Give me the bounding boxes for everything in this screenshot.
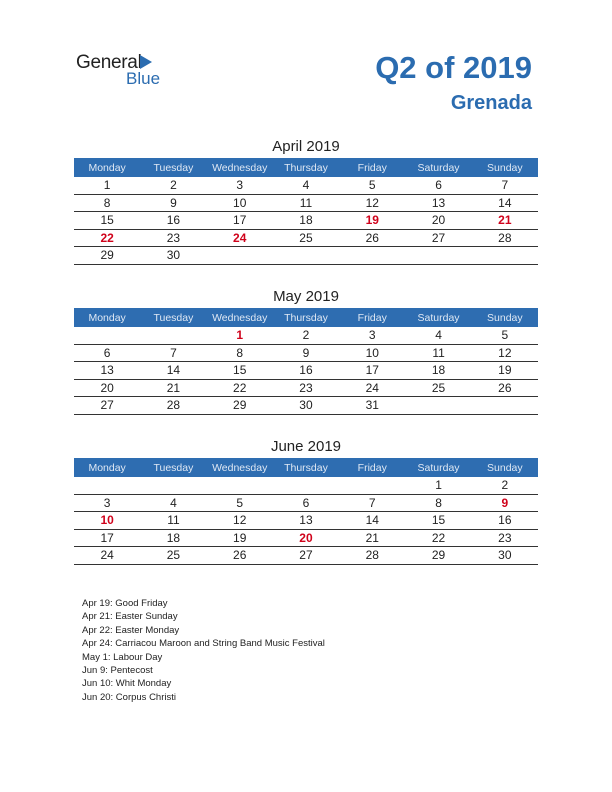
day-cell: 1 (74, 177, 140, 194)
weekday-header-row (74, 458, 538, 477)
day-cell: 19 (207, 529, 273, 547)
day-cell: 16 (472, 512, 538, 530)
month-calendar (74, 136, 538, 265)
day-cell: 5 (472, 327, 538, 344)
weekday-header: Wednesday (207, 308, 273, 327)
day-cell (207, 247, 273, 265)
day-cell (472, 397, 538, 415)
day-cell: 21 (140, 379, 206, 397)
holiday-note: Apr 24: Carriacou Maroon and String Band Music Festival (82, 638, 325, 650)
day-cell (74, 327, 140, 344)
logo-blue-text: Blue (126, 69, 161, 88)
day-cell: 10 (339, 344, 405, 362)
weekday-header: Monday (74, 458, 140, 477)
day-cell: 4 (405, 327, 471, 344)
week-row (74, 477, 538, 494)
weekday-header: Saturday (405, 308, 471, 327)
weekday-header: Tuesday (140, 458, 206, 477)
day-cell: 13 (74, 362, 140, 380)
weekday-header: Thursday (273, 308, 339, 327)
day-cell (74, 477, 140, 494)
week-row (74, 512, 538, 530)
day-cell: 7 (472, 177, 538, 194)
day-cell: 12 (207, 512, 273, 530)
day-cell: 24 (339, 379, 405, 397)
day-cell: 26 (472, 379, 538, 397)
day-cell: 14 (472, 194, 538, 212)
holiday-note: Apr 21: Easter Sunday (82, 611, 178, 623)
day-cell: 3 (74, 494, 140, 512)
day-cell: 16 (273, 362, 339, 380)
day-cell: 23 (273, 379, 339, 397)
day-cell: 22 (74, 229, 140, 247)
week-row (74, 212, 538, 230)
day-cell: 29 (74, 247, 140, 265)
day-cell: 28 (140, 397, 206, 415)
week-row (74, 247, 538, 265)
holiday-note: Apr 19: Good Friday (82, 598, 168, 609)
week-row (74, 494, 538, 512)
month-grid (74, 458, 538, 565)
weekday-header: Wednesday (207, 158, 273, 177)
day-cell: 25 (405, 379, 471, 397)
month-calendar (74, 286, 538, 415)
day-cell: 19 (339, 212, 405, 230)
weekday-header: Saturday (405, 158, 471, 177)
weekday-header: Sunday (472, 158, 538, 177)
month-title: June 2019 (270, 438, 342, 455)
day-cell: 10 (207, 194, 273, 212)
weekday-header: Sunday (472, 458, 538, 477)
day-cell: 2 (140, 177, 206, 194)
day-cell: 9 (140, 194, 206, 212)
week-row (74, 547, 538, 565)
day-cell: 2 (273, 327, 339, 344)
weekday-header: Wednesday (207, 458, 273, 477)
day-cell: 13 (273, 512, 339, 530)
weekday-header: Monday (74, 158, 140, 177)
day-cell: 21 (472, 212, 538, 230)
day-cell: 27 (405, 229, 471, 247)
day-cell: 29 (207, 397, 273, 415)
weekday-header-row (74, 308, 538, 327)
day-cell: 9 (273, 344, 339, 362)
country-name: Grenada (450, 92, 532, 114)
day-cell: 14 (339, 512, 405, 530)
holiday-note: Apr 22: Easter Monday (82, 624, 180, 636)
day-cell: 29 (405, 547, 471, 565)
day-cell: 23 (472, 529, 538, 547)
day-cell: 9 (472, 494, 538, 512)
week-row (74, 229, 538, 247)
day-cell: 31 (339, 397, 405, 415)
day-cell: 5 (207, 494, 273, 512)
week-row (74, 177, 538, 194)
month-calendar (74, 436, 538, 565)
day-cell: 13 (405, 194, 471, 212)
day-cell: 17 (339, 362, 405, 380)
day-cell: 1 (405, 477, 471, 494)
day-cell (140, 477, 206, 494)
day-cell: 26 (339, 229, 405, 247)
weekday-header: Friday (339, 308, 405, 327)
day-cell: 27 (273, 547, 339, 565)
day-cell: 3 (207, 177, 273, 194)
weekday-header-row (74, 158, 538, 177)
week-row (74, 379, 538, 397)
day-cell: 20 (273, 529, 339, 547)
day-cell: 18 (405, 362, 471, 380)
month-grid (74, 308, 538, 415)
week-row (74, 397, 538, 415)
day-cell: 25 (140, 547, 206, 565)
day-cell: 18 (140, 529, 206, 547)
weekday-header: Sunday (472, 308, 538, 327)
day-cell: 11 (273, 194, 339, 212)
day-cell: 4 (140, 494, 206, 512)
day-cell: 24 (207, 229, 273, 247)
month-title: May 2019 (273, 288, 339, 305)
week-row (74, 327, 538, 344)
day-cell: 30 (472, 547, 538, 565)
day-cell: 5 (339, 177, 405, 194)
day-cell: 2 (472, 477, 538, 494)
weekday-header: Saturday (405, 458, 471, 477)
day-cell: 16 (140, 212, 206, 230)
day-cell: 6 (273, 494, 339, 512)
day-cell: 8 (74, 194, 140, 212)
page-title: Q2 of 2019 (375, 50, 532, 85)
day-cell (472, 247, 538, 265)
day-cell: 3 (339, 327, 405, 344)
day-cell: 24 (74, 547, 140, 565)
day-cell: 30 (273, 397, 339, 415)
day-cell: 27 (74, 397, 140, 415)
weekday-header: Thursday (273, 458, 339, 477)
day-cell: 25 (273, 229, 339, 247)
day-cell: 18 (273, 212, 339, 230)
day-cell: 23 (140, 229, 206, 247)
day-cell (405, 397, 471, 415)
weekday-header: Friday (339, 158, 405, 177)
day-cell: 7 (140, 344, 206, 362)
logo-triangle-icon (140, 55, 152, 69)
day-cell: 17 (74, 529, 140, 547)
day-cell (140, 327, 206, 344)
logo (76, 52, 186, 88)
day-cell: 6 (74, 344, 140, 362)
day-cell: 22 (405, 529, 471, 547)
weekday-header: Monday (74, 308, 140, 327)
day-cell: 15 (405, 512, 471, 530)
day-cell: 26 (207, 547, 273, 565)
day-cell: 11 (140, 512, 206, 530)
holiday-note: Jun 9: Pentecost (82, 665, 153, 677)
weekday-header: Tuesday (140, 308, 206, 327)
holiday-notes (82, 597, 325, 704)
day-cell: 4 (273, 177, 339, 194)
day-cell (339, 477, 405, 494)
holiday-note: Jun 20: Corpus Christi (82, 691, 176, 703)
weekday-header: Thursday (273, 158, 339, 177)
day-cell: 20 (74, 379, 140, 397)
day-cell (207, 477, 273, 494)
month-title: April 2019 (272, 138, 340, 155)
day-cell: 1 (207, 327, 273, 344)
day-cell: 28 (339, 547, 405, 565)
day-cell (405, 247, 471, 265)
day-cell: 11 (405, 344, 471, 362)
day-cell: 21 (339, 529, 405, 547)
day-cell: 17 (207, 212, 273, 230)
weekday-header: Tuesday (140, 158, 206, 177)
week-row (74, 344, 538, 362)
weekday-header: Friday (339, 458, 405, 477)
holiday-note: Jun 10: Whit Monday (82, 678, 172, 690)
day-cell: 15 (74, 212, 140, 230)
day-cell: 12 (339, 194, 405, 212)
day-cell: 14 (140, 362, 206, 380)
day-cell (339, 247, 405, 265)
day-cell: 7 (339, 494, 405, 512)
week-row (74, 194, 538, 212)
day-cell (273, 477, 339, 494)
day-cell: 30 (140, 247, 206, 265)
day-cell: 8 (207, 344, 273, 362)
day-cell: 10 (74, 512, 140, 530)
day-cell: 12 (472, 344, 538, 362)
month-grid (74, 158, 538, 265)
week-row (74, 362, 538, 380)
day-cell: 28 (472, 229, 538, 247)
day-cell: 8 (405, 494, 471, 512)
day-cell: 19 (472, 362, 538, 380)
day-cell: 22 (207, 379, 273, 397)
holiday-note: May 1: Labour Day (82, 651, 163, 663)
logo-general-text: General (76, 52, 142, 73)
day-cell: 20 (405, 212, 471, 230)
week-row (74, 529, 538, 547)
day-cell: 15 (207, 362, 273, 380)
day-cell (273, 247, 339, 265)
day-cell: 6 (405, 177, 471, 194)
